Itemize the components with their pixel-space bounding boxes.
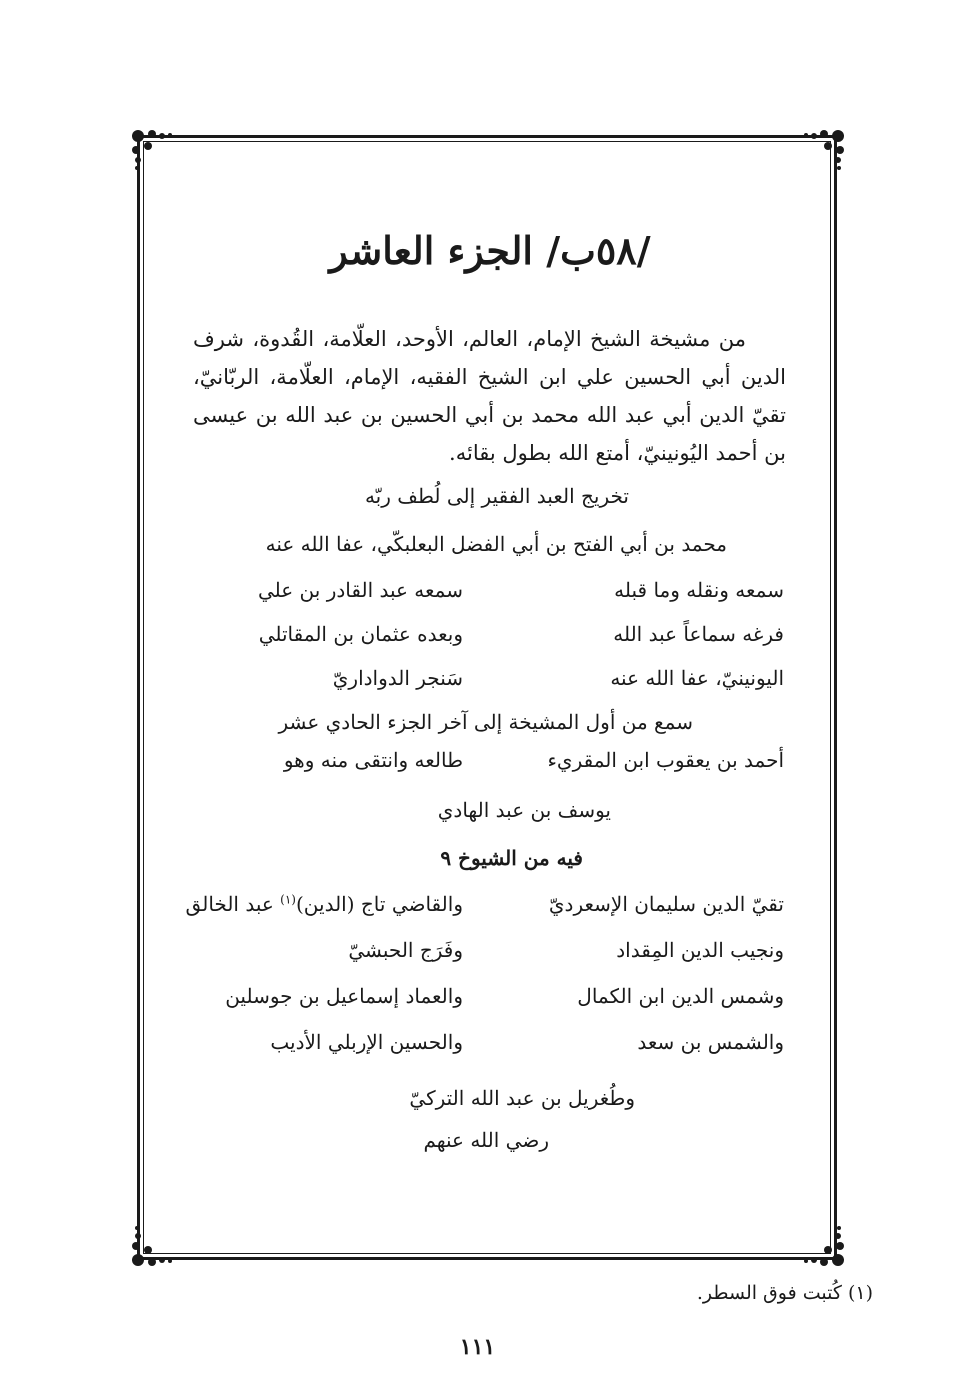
sama-right: اليونينيّ، عفا الله عنه: [610, 666, 784, 690]
corner-ornament-icon: [128, 126, 180, 178]
sama-left: وبعده عثمان بن المقاتلي: [258, 622, 463, 646]
intro-line: عبد الله بن عيسى بن أحمد اليُونينيّ، أمتع الله بطول بقائه.: [193, 403, 786, 465]
shaykh-right: تقيّ الدين سليمان الإسعرديّ: [548, 892, 784, 916]
yusuf-line: يوسف بن عبد الهادي: [437, 798, 611, 822]
closing-line: وطُغريل بن عبد الله التركيّ: [409, 1086, 635, 1110]
shaykh-right: وشمس الدين ابن الكمال: [577, 984, 784, 1008]
sama-right: سمعه ونقله وما قبله: [614, 578, 784, 602]
shaykh-right: ونجيب الدين المِقداد: [616, 938, 784, 962]
shaykh-right: والشمس بن سعد: [637, 1030, 784, 1054]
corner-ornament-icon: [128, 1218, 180, 1270]
intro-line: من مشيخة الشيخ الإمام، العالم، الأوحد، العلّامة، القُدوة،: [252, 327, 746, 351]
footnote: (١) كُتبت فوق السطر.: [696, 1282, 873, 1304]
shaykh-name: عبد الخالق: [185, 892, 281, 916]
takhrij-line: تخريج العبد الفقير إلى لُطف ربّه: [364, 484, 629, 508]
sama-left: سمعه عبد القادر بن علي: [257, 578, 463, 602]
author-line: محمد بن أبي الفتح بن أبي الفضل البعلبكّي، عفا الله عنه: [265, 532, 727, 556]
shaykh-left: [186, 892, 463, 916]
sama-line: سمع من أول المشيخة إلى آخر الجزء الحادي عشر: [278, 710, 693, 734]
sama-left: طالعه وانتقى منه وهو: [283, 748, 463, 772]
sama-left: سَنجر الدواداريّ: [332, 666, 463, 690]
corner-ornament-icon: [796, 126, 848, 178]
shuyukh-heading: فيه من الشيوخ ٩: [440, 846, 583, 870]
intro-line: الربّانيّ، تقيّ الدين أبي عبد الله محمد بن أبي الحسين بن: [193, 365, 786, 427]
shaykh-left: وفَرَج الحبشيّ: [348, 938, 463, 962]
intro-paragraph: [193, 320, 786, 472]
intro-line: شرف الدين أبي الحسين علي ابن الشيخ الفقيه، الإمام، العلّامة،: [193, 327, 786, 389]
page-number: ١١١: [459, 1334, 496, 1360]
shaykh-left: والعماد إسماعيل بن جوسلين: [225, 984, 463, 1008]
corner-ornament-icon: [796, 1218, 848, 1270]
footnote-marker: (١): [280, 892, 296, 907]
closing-line: رضي الله عنهم: [423, 1128, 549, 1152]
sama-right: أحمد بن يعقوب ابن المقريء: [547, 748, 784, 772]
shaykh-left: والحسين الإربلي الأديب: [270, 1030, 463, 1054]
page-title: /٥٨ب/ الجزء العاشر: [329, 228, 651, 273]
sama-right: فرغه سماعاً عبد الله: [613, 622, 784, 646]
shaykh-name: والقاضي تاج (الدين): [295, 892, 463, 916]
